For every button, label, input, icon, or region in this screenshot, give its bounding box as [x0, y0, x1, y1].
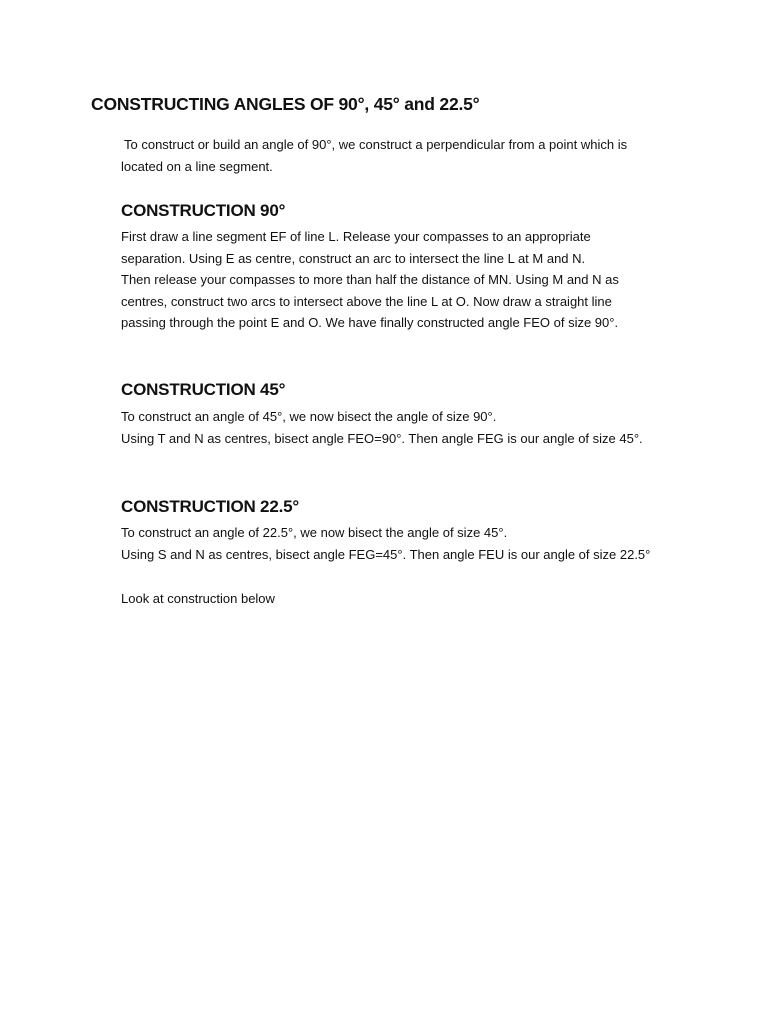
section-heading-construction-22-5: CONSTRUCTION 22.5°	[121, 497, 299, 516]
footer-note: Look at construction below	[121, 591, 275, 606]
body-line: Using T and N as centres, bisect angle FEO=90°. Then angle FEG is our angle of size 45°.	[121, 430, 643, 446]
intro-paragraph	[121, 134, 681, 178]
section-body-construction-22-5	[121, 522, 650, 565]
page-title: CONSTRUCTING ANGLES OF 90°, 45° and 22.5°	[91, 94, 480, 114]
section-heading-construction-45: CONSTRUCTION 45°	[121, 380, 286, 399]
body-line: First draw a line segment EF of line L. Release your compasses to an appropriate	[121, 229, 591, 244]
body-line: To construct an angle of 22.5°, we now bisect the angle of size 45°.	[121, 525, 508, 540]
body-line: passing through the point E and O. We have finally constructed angle FEO of size 90°.	[121, 315, 619, 330]
body-line: To construct an angle of 45°, we now bisect the angle of size 90°.	[121, 409, 497, 424]
body-line: centres, construct two arcs to intersect above the line L at O. Now draw a straight line	[121, 293, 612, 309]
body-line: Then release your compasses to more than half the distance of MN. Using M and N as	[121, 272, 619, 287]
section-heading-construction-90: CONSTRUCTION 90°	[121, 201, 286, 220]
section-body-construction-45	[121, 406, 643, 449]
intro-line: To construct or build an angle of 90°, we construct a perpendicular from a point which is	[124, 137, 628, 152]
body-line: separation. Using E as centre, construct an arc to intersect the line L at M and N.	[121, 250, 586, 266]
intro-line: located on a line segment.	[121, 159, 273, 174]
section-body-construction-90	[121, 226, 619, 334]
body-line: Using S and N as centres, bisect angle FEG=45°. Then angle FEU is our angle of size 22.5°	[121, 546, 651, 562]
